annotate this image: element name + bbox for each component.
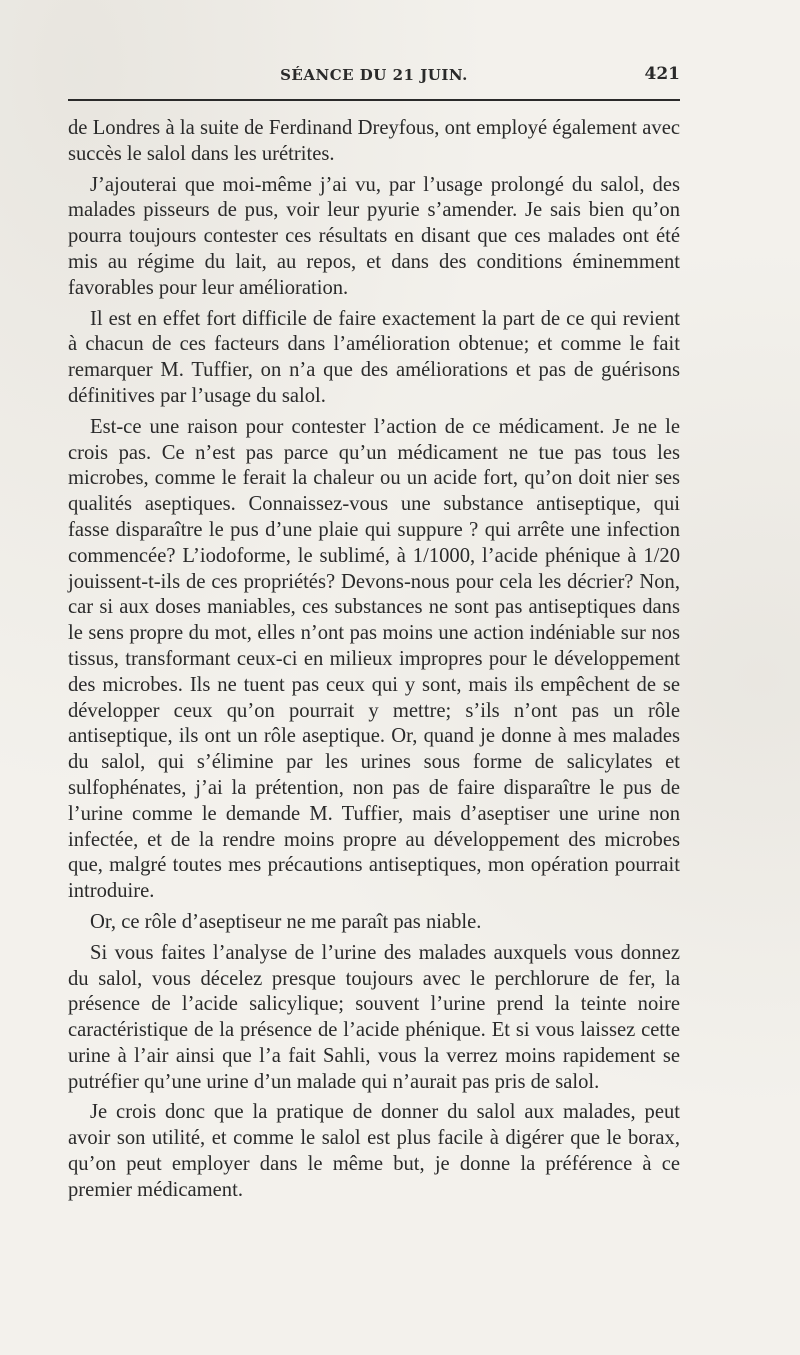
- page-number: 421: [644, 64, 680, 84]
- page-header: [68, 64, 680, 88]
- paragraph: Il est en effet fort difficile de faire exactement la part de ce qui revient à chacun de ces facteurs dans l’amélioration obtenue; et comme le fait remarquer M. Tuffier, on n’a que des améliorations et pas de guérisons définitives par l’usage du salol.: [68, 307, 680, 407]
- body-text: [68, 116, 680, 1204]
- header-rule: [68, 99, 680, 101]
- running-head: SÉANCE DU 21 JUIN.: [280, 66, 468, 84]
- paragraph: Je crois donc que la pratique de donner du salol aux malades, peut avoir son utilité, et comme le salol est plus facile à digérer que le borax, qu’on peut employer dans le même but, je donne la préférence à ce premier médicament.: [68, 1101, 680, 1201]
- paragraph: Si vous faites l’analyse de l’urine des malades auxquels vous donnez du salol, vous décelez presque toujours avec le perchlorure de fer, la présence de l’acide salicylique; souvent l’urine prend la teinte noire caractéristique de la présence de l’acide phénique. Et si vous laissez cette urine à l’air ainsi que l’a fait Sahli, vous la verrez moins rapidement se putréfier qu’une urine d’un malade qui n’aurait pas pris de salol.: [68, 941, 680, 1093]
- paragraph-continued: de Londres à la suite de Ferdinand Dreyfous, ont employé également avec succès le salol dans les urétrites.: [68, 117, 680, 165]
- paragraph: Est-ce une raison pour contester l’action de ce médicament. Je ne le crois pas. Ce n’est pas parce qu’un médicament ne tue pas tous les microbes, comme le ferait la chaleur ou un acide fort, qu’on doit nier ses qualités aseptiques. Connaissez-vous une substance antiseptique, qui fasse disparaître le pus d’une plaie qui suppure ? qui arrête une infection commencée? L’iodoforme, le sublimé, à 1/1000, l’acide phénique à 1/20 jouissent-t-ils de ces propriétés? Devons-nous pour cela les décrier? Non, car si aux doses maniables, ces substances ne sont pas antiseptiques dans le sens propre du mot, elles n’ont pas moins une action indéniable sur nos tissus, transformant ceux-ci en milieux impropres pour le développement des microbes. Ils ne tuent pas ceux qui y sont, mais ils empêchent de se développer ceux qu’on pourrait y mettre; s’ils n’ont pas un rôle antiseptique, ils ont un rôle aseptique. Or, quand je donne à mes malades du salol, qui s’élimine par les urines sous forme de salicylates et sulfophénates, j’ai la prétention, non pas de faire disparaître le pus de l’urine comme le demande M. Tuffier, mais d’aseptiser une urine non infectée, et de la rendre moins propre au développement des microbes que, malgré toutes mes précautions antiseptiques, mon opération pourrait introduire.: [68, 415, 680, 903]
- paragraph: J’ajouterai que moi-même j’ai vu, par l’usage prolongé du salol, des malades pisseurs de pus, voir leur pyurie s’amender. Je sais bien qu’on pourra toujours contester ces résultats en disant que ces malades ont été mis au régime du lait, au repos, et dans des conditions éminemment favorables pour leur amélioration.: [68, 173, 680, 299]
- paragraph: Or, ce rôle d’aseptiseur ne me paraît pas niable.: [90, 910, 482, 933]
